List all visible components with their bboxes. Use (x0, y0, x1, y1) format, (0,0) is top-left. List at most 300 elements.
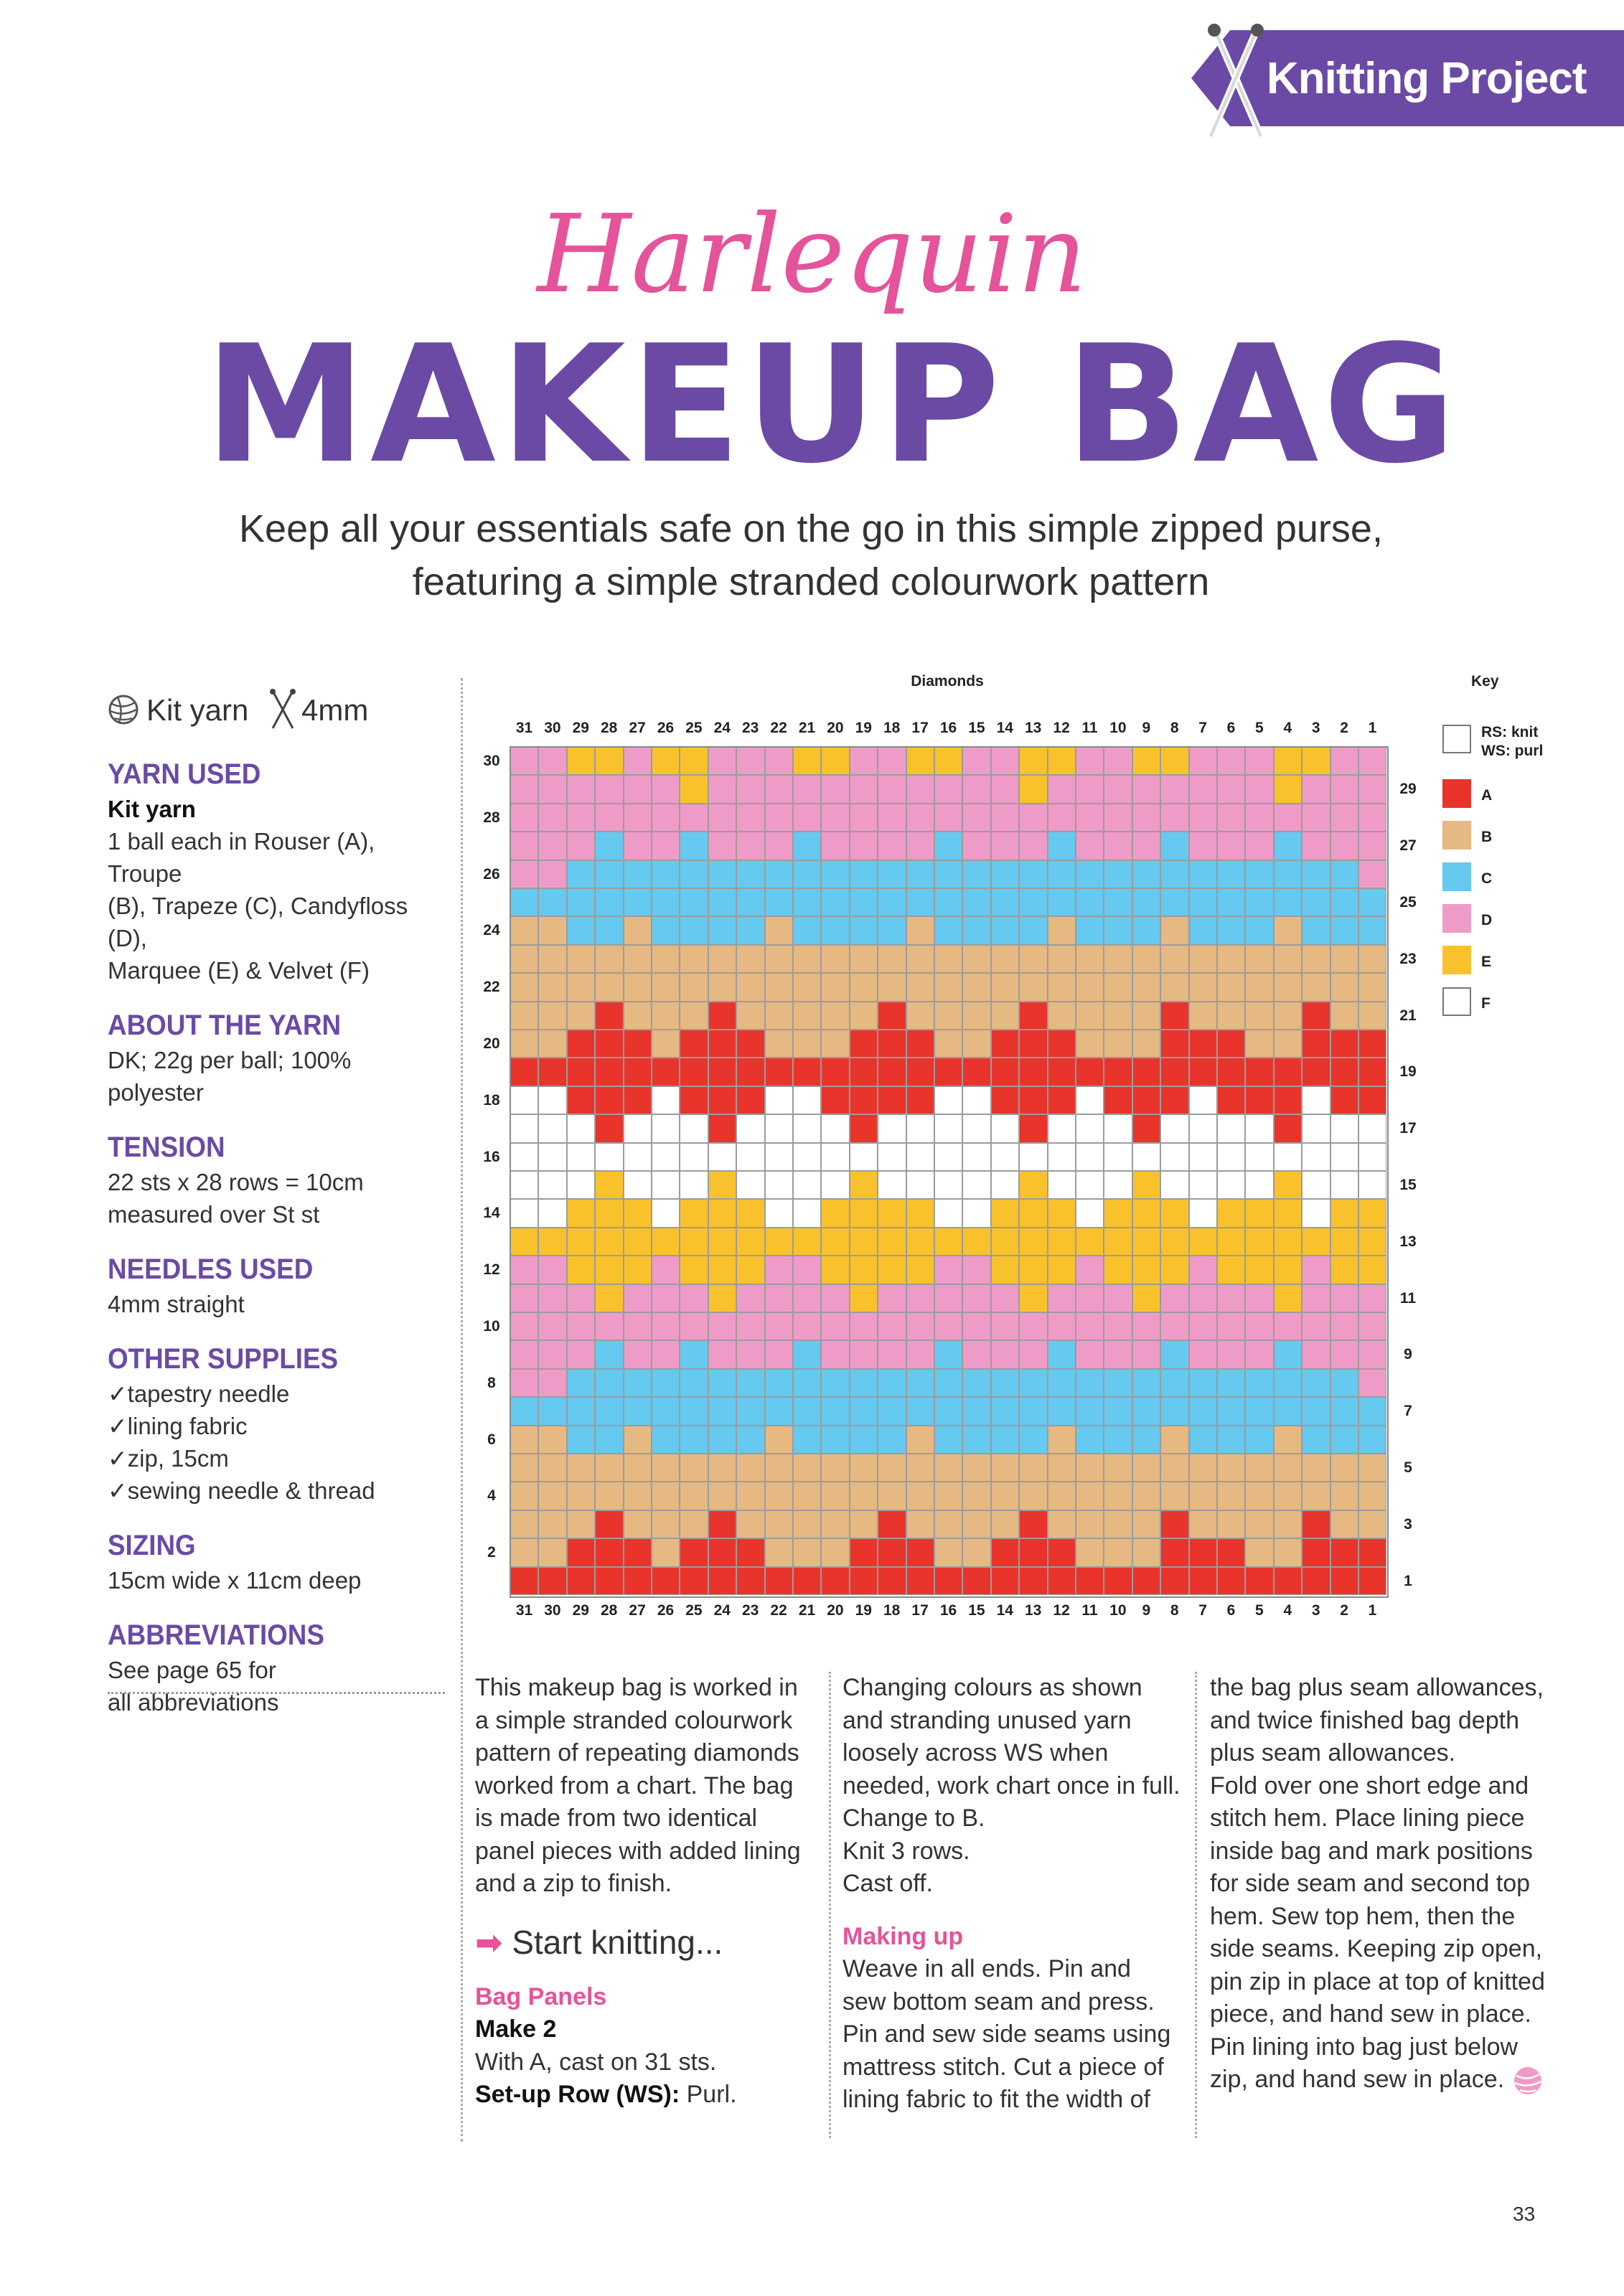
chart-cell (1189, 1312, 1217, 1340)
chart-cell (1132, 1454, 1160, 1482)
chart-cell (962, 1228, 990, 1256)
chart-cell (878, 1284, 906, 1312)
chart-cell (934, 945, 962, 973)
chart-cell (1358, 1538, 1386, 1566)
chart-cell (595, 1397, 623, 1425)
chart-cell (1132, 945, 1160, 973)
chart-cell (708, 1199, 736, 1227)
column-number: 29 (572, 720, 589, 736)
chart-cell (708, 1284, 736, 1312)
chart-cell (1245, 1199, 1273, 1227)
chart-cell (736, 1369, 764, 1397)
chart-cell (510, 1284, 538, 1312)
chart-cell (1189, 1030, 1217, 1058)
chart-cell (652, 888, 680, 916)
chart-cell (850, 1058, 878, 1086)
column-number: 15 (968, 720, 985, 736)
chart-cell (1302, 1284, 1330, 1312)
chart-cell (1302, 832, 1330, 860)
chart-cell (1132, 973, 1160, 1001)
chart-cell (510, 1086, 538, 1114)
column-number: 22 (770, 1602, 787, 1619)
chart-cell (1358, 916, 1386, 944)
chart-cell (624, 1454, 652, 1482)
chart-cell (991, 1086, 1019, 1114)
chart-cell (1245, 1538, 1273, 1566)
column-number: 26 (657, 720, 675, 736)
chart-cell (765, 1086, 793, 1114)
chart-cell (1358, 1199, 1386, 1227)
chart-cell (624, 1114, 652, 1142)
chart-cell (1302, 945, 1330, 973)
chart-cell (1330, 1199, 1358, 1227)
chart-cell (991, 1454, 1019, 1482)
row-number: 2 (487, 1544, 496, 1561)
chart-cell (510, 1312, 538, 1340)
chart-cell (1019, 1228, 1047, 1256)
chart-cell (821, 1340, 849, 1368)
chart-cell (793, 1002, 821, 1030)
body-line: Pin and sew side seams using (842, 2020, 1171, 2048)
chart-cell (595, 973, 623, 1001)
chart-cell (1189, 916, 1217, 944)
body-line: a simple stranded colourwork (475, 1706, 793, 1734)
chart-cell (1076, 1454, 1104, 1482)
chart-cell (906, 860, 934, 888)
chart-cell (1358, 945, 1386, 973)
chart-cell (1358, 1567, 1386, 1595)
chart-cell (510, 1058, 538, 1086)
chart-cell (1132, 1114, 1160, 1142)
chart-cell (652, 832, 680, 860)
body-column-1 (475, 1672, 820, 2112)
chart-cell (1358, 1171, 1386, 1199)
chart-cell (934, 888, 962, 916)
chart-cell (1160, 1058, 1188, 1086)
chart-cell (1358, 1114, 1386, 1142)
body-line: side seams. Keeping zip open, (1210, 1935, 1543, 1962)
chart-cell (652, 1199, 680, 1227)
chart-cell (1217, 1454, 1245, 1482)
chart-cell (1245, 1256, 1273, 1284)
column-number: 5 (1255, 720, 1264, 736)
chart-cell (510, 1199, 538, 1227)
column-number: 8 (1170, 1602, 1179, 1619)
chart-cell (1189, 804, 1217, 832)
chart-cell (962, 1171, 990, 1199)
chart-cell (1076, 1086, 1104, 1114)
chart-cell (1132, 860, 1160, 888)
chart-cell (510, 1369, 538, 1397)
chart-cell (1019, 1143, 1047, 1171)
row-number: 19 (1399, 1063, 1417, 1081)
chart-cell (1076, 1312, 1104, 1340)
chart-cell (1048, 1058, 1076, 1086)
chart-cell (624, 1312, 652, 1340)
chart-cell (708, 973, 736, 1001)
chart-cell (1132, 1567, 1160, 1595)
chart-cell (934, 973, 962, 1001)
chart-cell (1358, 1256, 1386, 1284)
chart-cell (1104, 1567, 1132, 1595)
chart-cell (538, 804, 566, 832)
chart-cell (1217, 1369, 1245, 1397)
chart-cell (906, 1228, 934, 1256)
chart-cell (1104, 916, 1132, 944)
chart-cell (991, 1058, 1019, 1086)
chart-cell (1217, 1114, 1245, 1142)
chart-cell (850, 1454, 878, 1482)
chart-cell (821, 1114, 849, 1142)
chart-cell (906, 1143, 934, 1171)
chart-cell (1076, 1199, 1104, 1227)
chart-cell (538, 1171, 566, 1199)
chart-cell (906, 1199, 934, 1227)
chart-cell (736, 775, 764, 803)
chart-cell (821, 945, 849, 973)
chart-cell (680, 1369, 708, 1397)
chart-cell (680, 888, 708, 916)
chart-cell (567, 775, 595, 803)
chart-cell (1132, 1510, 1160, 1538)
chart-cell (708, 1510, 736, 1538)
chart-cell (567, 747, 595, 775)
chart-cell (1330, 945, 1358, 973)
chart-cell (567, 860, 595, 888)
chart-cell (1019, 1340, 1047, 1368)
column-number: 2 (1340, 720, 1348, 736)
chart-cell (1132, 1284, 1160, 1312)
chart-cell (736, 1256, 764, 1284)
sidebar (108, 685, 445, 1718)
row-number: 30 (483, 753, 500, 769)
chart-cell (1245, 1228, 1273, 1256)
chart-cell (538, 973, 566, 1001)
check-icon: ✓ (108, 1413, 128, 1439)
chart-cell (991, 747, 1019, 775)
chart-cell (1274, 1143, 1302, 1171)
chart-cell (736, 973, 764, 1001)
check-icon: ✓ (108, 1477, 128, 1504)
section-heading: NEEDLES USED (108, 1253, 314, 1285)
column-divider (1195, 1672, 1197, 2138)
chart-cell (736, 1114, 764, 1142)
chart-cell (1019, 1199, 1047, 1227)
chart-cell (991, 1228, 1019, 1256)
chart-cell (1217, 804, 1245, 832)
chart-cell (821, 775, 849, 803)
chart-cell (1019, 1030, 1047, 1058)
section-heading: ABOUT THE YARN (108, 1010, 342, 1041)
chart-cell (1274, 1567, 1302, 1595)
chart-cell (680, 1567, 708, 1595)
chart-cell (991, 1340, 1019, 1368)
row-number: 3 (1404, 1515, 1412, 1533)
chart-cell (1274, 1397, 1302, 1425)
chart-cell (538, 1143, 566, 1171)
chart-cell (736, 1002, 764, 1030)
chart-cell (1076, 832, 1104, 860)
chart-cell (991, 1397, 1019, 1425)
chart-cell (708, 775, 736, 803)
chart-cell (1358, 1086, 1386, 1114)
chart-cell (652, 1397, 680, 1425)
chart-cell (906, 916, 934, 944)
chart-cell (1189, 1171, 1217, 1199)
chart-cell (991, 1538, 1019, 1566)
chart-cell (991, 832, 1019, 860)
chart-cell (680, 1482, 708, 1510)
needles-used-section (108, 1251, 445, 1320)
chart-cell (1302, 1538, 1330, 1566)
chart-cell (850, 1567, 878, 1595)
column-number: 13 (1025, 720, 1042, 736)
chart-cell (793, 1312, 821, 1340)
chart-cell (1076, 1030, 1104, 1058)
chart-cell (1217, 1086, 1245, 1114)
chart-cell (538, 1058, 566, 1086)
chart-cell (1132, 1397, 1160, 1425)
chart-cell (991, 888, 1019, 916)
chart-cell (595, 1058, 623, 1086)
chart-cell (652, 1086, 680, 1114)
body-line: loosely across WS when (842, 1739, 1109, 1766)
chart-cell (680, 860, 708, 888)
column-number: 3 (1311, 1602, 1320, 1619)
chart-cell (765, 1312, 793, 1340)
chart-cell (821, 916, 849, 944)
section-heading: TENSION (108, 1131, 225, 1163)
chart-cell (1076, 1482, 1104, 1510)
chart-cell (1076, 1538, 1104, 1566)
chart-cell (708, 1114, 736, 1142)
chart-cell (1132, 832, 1160, 860)
chart-cell (595, 1030, 623, 1058)
chart-cell (1245, 775, 1273, 803)
chart-cell (736, 1482, 764, 1510)
chart-cell (510, 1143, 538, 1171)
chart-cell (934, 1510, 962, 1538)
chart-cell (538, 1086, 566, 1114)
chart-cell (1019, 888, 1047, 916)
column-divider (829, 1672, 831, 2138)
chart-cell (1189, 1228, 1217, 1256)
chart-cell (624, 973, 652, 1001)
chart-cell (1217, 747, 1245, 775)
chart-cell (1358, 1312, 1386, 1340)
chart-cell (1160, 1340, 1188, 1368)
chart-cell (878, 945, 906, 973)
chart-cell (1274, 945, 1302, 973)
chart-cell (1048, 916, 1076, 944)
body-line: zip, and hand sew in place. (1210, 2064, 1569, 2097)
chart-cell (1302, 1567, 1330, 1595)
chart-cell (1189, 945, 1217, 973)
chart-cell (1217, 888, 1245, 916)
chart-cell (1076, 860, 1104, 888)
chart-cell (708, 1397, 736, 1425)
column-number: 16 (939, 1602, 957, 1619)
chart-cell (624, 1340, 652, 1368)
chart-cell (680, 973, 708, 1001)
chart-cell (624, 1030, 652, 1058)
chart-cell (595, 1426, 623, 1454)
chart-cell (793, 888, 821, 916)
chart-cell (1160, 1312, 1188, 1340)
chart-cell (1358, 747, 1386, 775)
chart-cell (962, 1312, 990, 1340)
chart-cell (793, 945, 821, 973)
chart-cell (878, 1058, 906, 1086)
chart-cell (793, 1426, 821, 1454)
chart-cell (1189, 1256, 1217, 1284)
chart-cell (906, 804, 934, 832)
chart-cell (793, 1171, 821, 1199)
chart-cell (1160, 1538, 1188, 1566)
chart-cell (652, 1340, 680, 1368)
chart-cell (1132, 1171, 1160, 1199)
chart-cell (1019, 945, 1047, 973)
section-line: measured over St st (108, 1201, 320, 1228)
chart-cell (1274, 1030, 1302, 1058)
column-number: 31 (515, 720, 533, 736)
kit-info (108, 685, 445, 735)
chart-cell (1132, 775, 1160, 803)
chart-cell (595, 1567, 623, 1595)
chart-cell (1245, 1482, 1273, 1510)
chart-cell (1274, 1114, 1302, 1142)
chart-cell (708, 747, 736, 775)
chart-cell (1330, 1454, 1358, 1482)
body-line: panel pieces with added lining (475, 1837, 801, 1865)
column-number: 11 (1081, 720, 1098, 736)
body-line: Cast off. (842, 1870, 933, 1897)
chart-cell (1217, 973, 1245, 1001)
chart-cell (991, 1114, 1019, 1142)
chart-cell (1132, 1143, 1160, 1171)
chart-cell (906, 973, 934, 1001)
chart-cell (991, 1256, 1019, 1284)
chart-cell (934, 1086, 962, 1114)
body-line: sew bottom seam and press. (842, 1987, 1155, 2015)
chart-cell (1104, 945, 1132, 973)
chart-cell (1330, 1002, 1358, 1030)
chart-cell (624, 1567, 652, 1595)
chart-cell (652, 1312, 680, 1340)
chart-cell (595, 804, 623, 832)
chart-cell (708, 804, 736, 832)
chart-cell (1160, 973, 1188, 1001)
body-line: Change to B. (842, 1805, 985, 1832)
chart-cell (878, 1369, 906, 1397)
chart-cell (1104, 1199, 1132, 1227)
chart-cell (821, 1199, 849, 1227)
chart-cell (510, 775, 538, 803)
chart-cell (962, 1086, 990, 1114)
checklist-item: ✓zip, 15cm (108, 1445, 229, 1472)
chart-cell (1048, 1538, 1076, 1566)
chart-cell (1330, 1510, 1358, 1538)
chart-cell (906, 1482, 934, 1510)
chart-cell (793, 1058, 821, 1086)
chart-cell (708, 832, 736, 860)
chart-cell (1217, 1284, 1245, 1312)
chart-cell (680, 1426, 708, 1454)
chart-cell (765, 1143, 793, 1171)
chart-cell (850, 888, 878, 916)
row-number: 6 (487, 1431, 496, 1448)
column-number: 19 (855, 1602, 872, 1619)
chart-cell (1104, 804, 1132, 832)
chart-cell (1330, 1143, 1358, 1171)
chart-cell (1358, 1228, 1386, 1256)
column-number: 4 (1283, 720, 1292, 736)
column-number: 31 (515, 1602, 533, 1619)
chart-cell (1160, 1086, 1188, 1114)
chart-cell (1076, 1426, 1104, 1454)
chart-cell (1245, 804, 1273, 832)
chart-cell (624, 1256, 652, 1284)
chart-cell (850, 1284, 878, 1312)
chart-cell (595, 1510, 623, 1538)
chart-cell (1160, 832, 1188, 860)
chart-cell (736, 1397, 764, 1425)
chart-cell (1048, 832, 1076, 860)
chart-cell (567, 1114, 595, 1142)
chart-cell (821, 973, 849, 1001)
chart-cell (567, 1369, 595, 1397)
row-number: 26 (483, 865, 500, 883)
chart-cell (1217, 1426, 1245, 1454)
chart-cell (652, 1369, 680, 1397)
chart-cell (567, 1256, 595, 1284)
chart-cell (567, 1567, 595, 1595)
chart-cell (765, 1482, 793, 1510)
column-number: 10 (1109, 1602, 1127, 1619)
sizing-section (108, 1527, 445, 1596)
body-line: and a zip to finish. (475, 1870, 672, 1897)
chart-cell (567, 1340, 595, 1368)
chart-cell (652, 973, 680, 1001)
chart-cell (1358, 1340, 1386, 1368)
column-divider (461, 678, 463, 2142)
chart-cell (1160, 860, 1188, 888)
chart-cell (680, 1171, 708, 1199)
chart-cell (1048, 1171, 1076, 1199)
chart-cell (934, 747, 962, 775)
column-number: 6 (1226, 1602, 1236, 1619)
body-line: worked from a chart. The bag (475, 1772, 794, 1799)
key-label: RS: knit WS: purl (1481, 724, 1544, 759)
column-number: 24 (713, 720, 731, 736)
chart-cell (991, 1030, 1019, 1058)
column-number: 19 (855, 720, 872, 736)
chart-cell (1104, 747, 1132, 775)
chart-cell (1274, 1454, 1302, 1482)
chart-cell (1189, 1538, 1217, 1566)
chart-cell (1104, 888, 1132, 916)
chart-cell (850, 1369, 878, 1397)
column-number: 16 (939, 720, 957, 736)
chart-cell (1160, 775, 1188, 803)
key-label: C (1481, 870, 1493, 887)
chart-cell (878, 1199, 906, 1227)
chart-cell (1302, 1510, 1330, 1538)
column-number: 10 (1109, 720, 1127, 736)
chart-cell (765, 804, 793, 832)
chart-cell (962, 1426, 990, 1454)
chart-cell (1358, 1002, 1386, 1030)
